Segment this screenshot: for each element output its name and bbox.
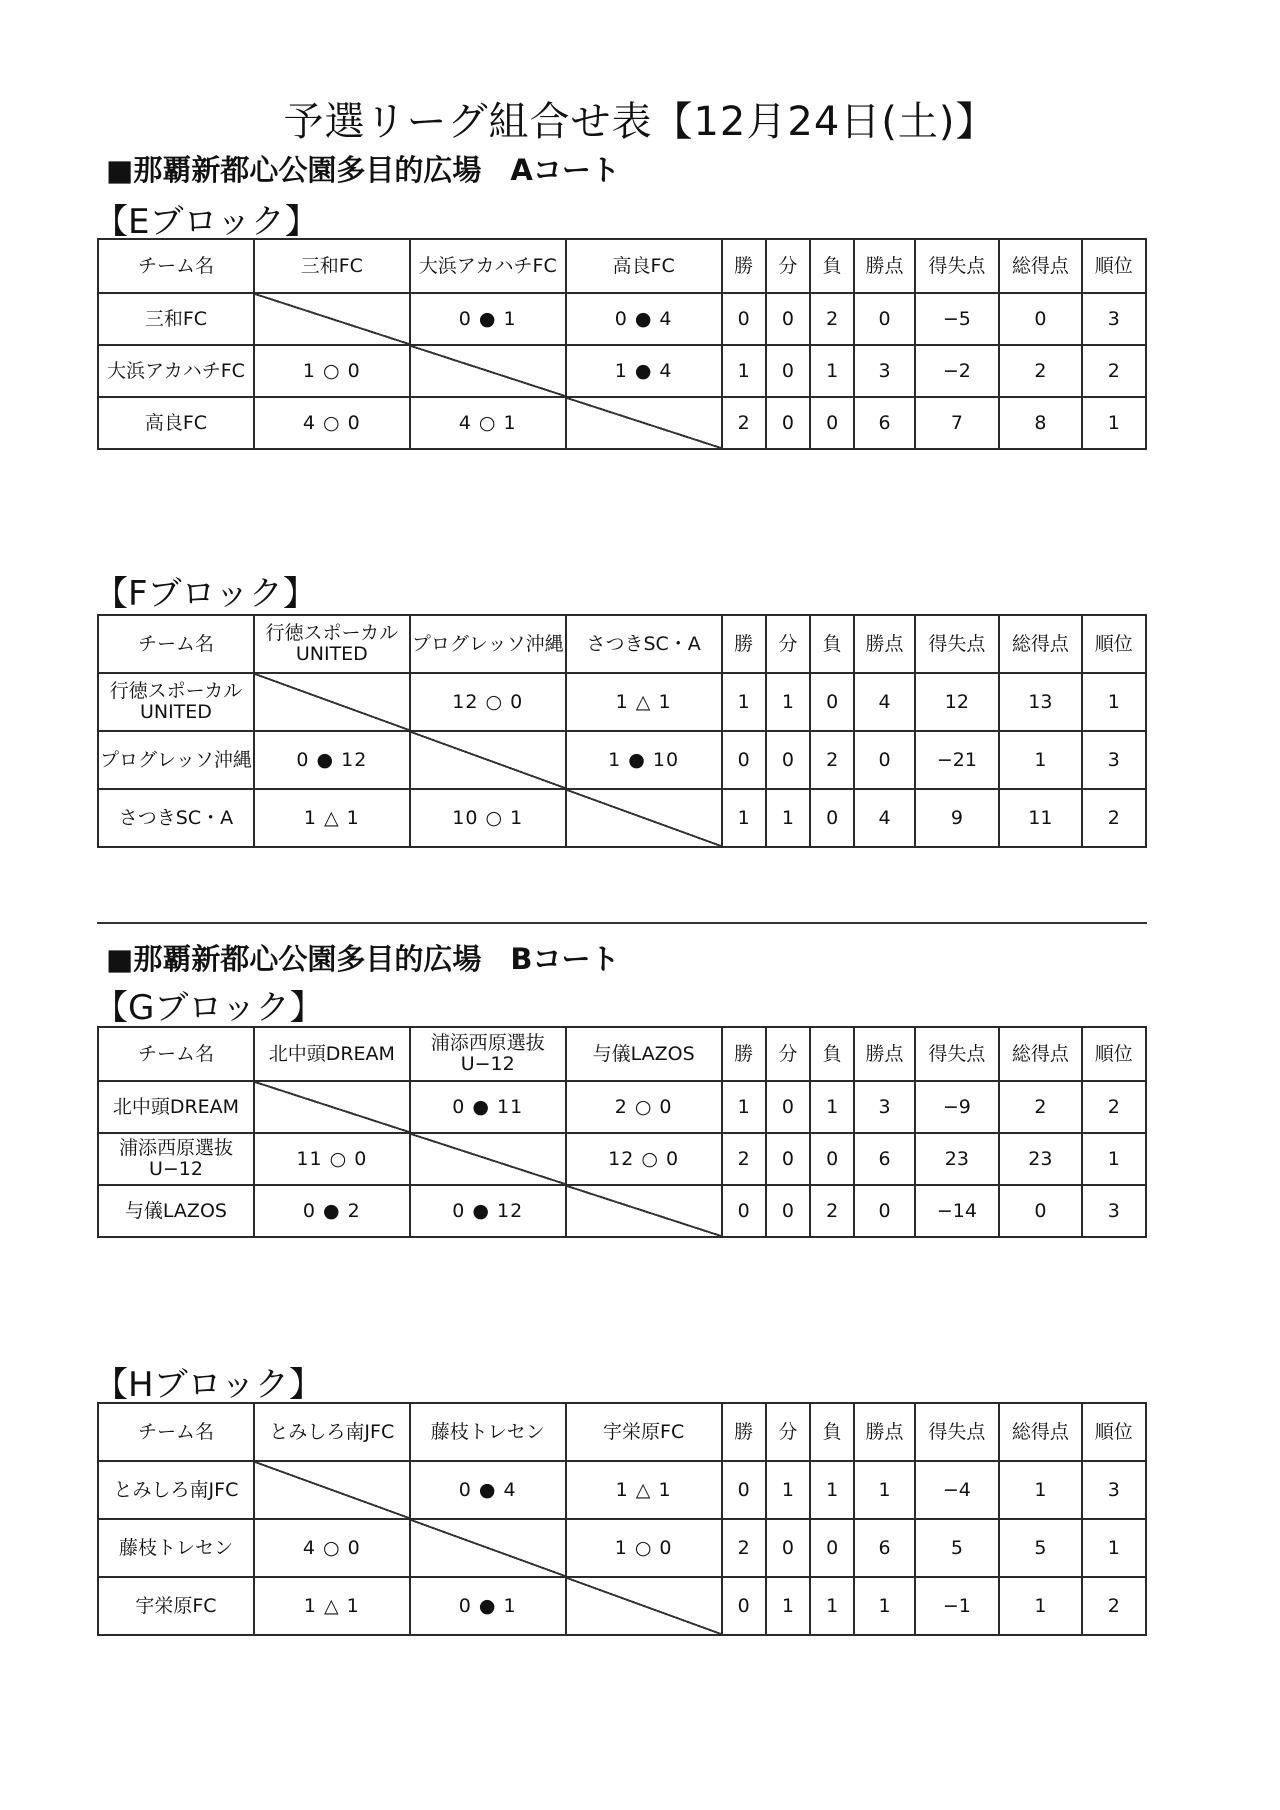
stat-cell: 0 — [766, 345, 810, 397]
header-stat: 総得点 — [999, 615, 1081, 673]
header-stat: 順位 — [1082, 239, 1146, 293]
match-result-cell: 0 ● 4 — [566, 293, 722, 345]
stat-cell: 0 — [810, 1133, 854, 1185]
team-name-cell: 大浜アカハチFC — [98, 345, 254, 397]
team-name-cell: 三和FC — [98, 293, 254, 345]
self-match-cell — [254, 673, 410, 731]
header-opponent: とみしろ南JFC — [254, 1403, 410, 1461]
stat-cell: 3 — [854, 345, 914, 397]
team-name-cell: 北中頭DREAM — [98, 1081, 254, 1133]
header-stat: 順位 — [1082, 1403, 1146, 1461]
stat-cell: 13 — [999, 673, 1081, 731]
team-name-cell: 与儀LAZOS — [98, 1185, 254, 1237]
team-name-cell: 高良FC — [98, 397, 254, 449]
stat-cell: 2 — [722, 1133, 766, 1185]
header-stat: 負 — [810, 615, 854, 673]
stat-cell: 8 — [999, 397, 1081, 449]
match-result-cell: 0 ● 4 — [410, 1461, 566, 1519]
header-opponent: プログレッソ沖縄 — [410, 615, 566, 673]
header-row — [98, 239, 1146, 293]
table-row — [98, 1185, 1146, 1237]
stat-cell: 0 — [810, 1519, 854, 1577]
stat-cell: 2 — [1082, 1081, 1146, 1133]
match-result-cell: 12 ○ 0 — [566, 1133, 722, 1185]
table-row — [98, 731, 1146, 789]
block-e-table — [97, 238, 1147, 450]
stat-cell: 0 — [766, 1081, 810, 1133]
header-stat: 勝 — [722, 615, 766, 673]
section-divider — [97, 922, 1147, 924]
header-team-name: チーム名 — [98, 239, 254, 293]
match-result-cell: 0 ● 12 — [254, 731, 410, 789]
stat-cell: 1 — [854, 1577, 914, 1635]
stat-cell: 1 — [810, 1081, 854, 1133]
header-opponent: 浦添西原選抜 U−12 — [410, 1027, 566, 1081]
stat-cell: 0 — [999, 1185, 1081, 1237]
header-row — [98, 1027, 1146, 1081]
block-g-table — [97, 1026, 1147, 1238]
table-row — [98, 1133, 1146, 1185]
stat-cell: 6 — [854, 1133, 914, 1185]
stat-cell: 1 — [766, 1461, 810, 1519]
stat-cell: −2 — [915, 345, 999, 397]
page-title: 予選リーグ組合せ表【12月24日(土)】 — [283, 99, 997, 145]
stat-cell: 0 — [854, 293, 914, 345]
header-stat: 得失点 — [915, 1403, 999, 1461]
header-stat: 分 — [766, 239, 810, 293]
stat-cell: −9 — [915, 1081, 999, 1133]
match-result-cell: 0 ● 12 — [410, 1185, 566, 1237]
team-name-cell: とみしろ南JFC — [98, 1461, 254, 1519]
stat-cell: 0 — [854, 1185, 914, 1237]
self-match-cell — [566, 1185, 722, 1237]
table-row — [98, 293, 1146, 345]
stat-cell: 1 — [1082, 1133, 1146, 1185]
stat-cell: 0 — [722, 1185, 766, 1237]
stat-cell: 1 — [1082, 397, 1146, 449]
header-stat: 分 — [766, 1027, 810, 1081]
team-name-cell: 藤枝トレセン — [98, 1519, 254, 1577]
match-result-cell: 1 △ 1 — [254, 1577, 410, 1635]
stat-cell: 23 — [915, 1133, 999, 1185]
header-row — [98, 615, 1146, 673]
header-team-name: チーム名 — [98, 615, 254, 673]
header-stat: 得失点 — [915, 615, 999, 673]
team-name-cell: 宇栄原FC — [98, 1577, 254, 1635]
stat-cell: 2 — [810, 731, 854, 789]
self-match-cell — [410, 1519, 566, 1577]
team-name-cell: さつきSC・A — [98, 789, 254, 847]
stat-cell: 0 — [810, 789, 854, 847]
table-row — [98, 673, 1146, 731]
stat-cell: 0 — [854, 731, 914, 789]
team-name-cell: 行徳スポーカル UNITED — [98, 673, 254, 731]
match-result-cell: 0 ● 11 — [410, 1081, 566, 1133]
self-match-cell — [410, 731, 566, 789]
stat-cell: 1 — [722, 345, 766, 397]
self-match-cell — [410, 1133, 566, 1185]
stat-cell: 1 — [854, 1461, 914, 1519]
header-opponent: 大浜アカハチFC — [410, 239, 566, 293]
stat-cell: 9 — [915, 789, 999, 847]
match-result-cell: 0 ● 2 — [254, 1185, 410, 1237]
header-stat: 勝 — [722, 1403, 766, 1461]
match-result-cell: 4 ○ 1 — [410, 397, 566, 449]
stat-cell: −1 — [915, 1577, 999, 1635]
match-result-cell: 0 ● 1 — [410, 1577, 566, 1635]
header-stat: 総得点 — [999, 1027, 1081, 1081]
header-row — [98, 1403, 1146, 1461]
header-opponent: 与儀LAZOS — [566, 1027, 722, 1081]
stat-cell: 2 — [722, 397, 766, 449]
header-stat: 総得点 — [999, 239, 1081, 293]
stat-cell: 0 — [722, 731, 766, 789]
stat-cell: 1 — [722, 789, 766, 847]
stat-cell: 2 — [722, 1519, 766, 1577]
block-e-label: 【Eブロック】 — [94, 202, 319, 242]
stat-cell: 1 — [810, 1461, 854, 1519]
stat-cell: 1 — [1082, 673, 1146, 731]
header-stat: 分 — [766, 615, 810, 673]
table-row — [98, 789, 1146, 847]
stat-cell: 4 — [854, 673, 914, 731]
self-match-cell — [254, 1461, 410, 1519]
header-stat: 順位 — [1082, 1027, 1146, 1081]
block-h-label: 【Hブロック】 — [94, 1365, 323, 1405]
match-result-cell: 1 ○ 0 — [566, 1519, 722, 1577]
stat-cell: 2 — [810, 1185, 854, 1237]
header-stat: 負 — [810, 1027, 854, 1081]
stat-cell: 0 — [766, 293, 810, 345]
header-stat: 勝点 — [854, 239, 914, 293]
stat-cell: 6 — [854, 1519, 914, 1577]
stat-cell: −14 — [915, 1185, 999, 1237]
header-stat: 負 — [810, 1403, 854, 1461]
stat-cell: 0 — [810, 397, 854, 449]
self-match-cell — [566, 789, 722, 847]
match-result-cell: 10 ○ 1 — [410, 789, 566, 847]
stat-cell: 0 — [766, 1133, 810, 1185]
stat-cell: 3 — [1082, 731, 1146, 789]
stat-cell: −21 — [915, 731, 999, 789]
stat-cell: 5 — [999, 1519, 1081, 1577]
self-match-cell — [566, 1577, 722, 1635]
header-opponent: 行徳スポーカル UNITED — [254, 615, 410, 673]
header-opponent: 宇栄原FC — [566, 1403, 722, 1461]
match-result-cell: 2 ○ 0 — [566, 1081, 722, 1133]
table-row — [98, 1461, 1146, 1519]
header-stat: 総得点 — [999, 1403, 1081, 1461]
stat-cell: 3 — [1082, 1185, 1146, 1237]
stat-cell: 2 — [999, 345, 1081, 397]
header-team-name: チーム名 — [98, 1403, 254, 1461]
stat-cell: −4 — [915, 1461, 999, 1519]
stat-cell: 0 — [766, 1185, 810, 1237]
block-g-label: 【Gブロック】 — [94, 988, 324, 1028]
header-stat: 分 — [766, 1403, 810, 1461]
self-match-cell — [410, 345, 566, 397]
stat-cell: 1 — [766, 789, 810, 847]
table-row — [98, 1081, 1146, 1133]
header-stat: 勝 — [722, 239, 766, 293]
stat-cell: 1 — [999, 731, 1081, 789]
stat-cell: 1 — [766, 1577, 810, 1635]
stat-cell: 7 — [915, 397, 999, 449]
stat-cell: 5 — [915, 1519, 999, 1577]
stat-cell: 3 — [1082, 1461, 1146, 1519]
stat-cell: 3 — [854, 1081, 914, 1133]
stat-cell: 0 — [766, 731, 810, 789]
team-name-cell: 浦添西原選抜 U−12 — [98, 1133, 254, 1185]
stat-cell: 1 — [810, 1577, 854, 1635]
stat-cell: 3 — [1082, 293, 1146, 345]
match-result-cell: 1 △ 1 — [566, 1461, 722, 1519]
stat-cell: 2 — [810, 293, 854, 345]
header-stat: 勝点 — [854, 1403, 914, 1461]
stat-cell: 0 — [722, 1461, 766, 1519]
match-result-cell: 11 ○ 0 — [254, 1133, 410, 1185]
stat-cell: 4 — [854, 789, 914, 847]
self-match-cell — [254, 293, 410, 345]
stat-cell: 2 — [1082, 345, 1146, 397]
match-result-cell: 1 ● 4 — [566, 345, 722, 397]
header-team-name: チーム名 — [98, 1027, 254, 1081]
match-result-cell: 1 ○ 0 — [254, 345, 410, 397]
header-stat: 勝 — [722, 1027, 766, 1081]
header-opponent: 三和FC — [254, 239, 410, 293]
stat-cell: 11 — [999, 789, 1081, 847]
match-result-cell: 1 △ 1 — [566, 673, 722, 731]
stat-cell: 1 — [722, 1081, 766, 1133]
stat-cell: 1 — [999, 1461, 1081, 1519]
header-stat: 得失点 — [915, 1027, 999, 1081]
header-opponent: 高良FC — [566, 239, 722, 293]
header-stat: 負 — [810, 239, 854, 293]
stat-cell: 0 — [766, 1519, 810, 1577]
self-match-cell — [254, 1081, 410, 1133]
court-a-heading: ■那覇新都心公園多目的広場 Aコート — [106, 153, 620, 187]
stat-cell: 2 — [1082, 1577, 1146, 1635]
header-opponent: 北中頭DREAM — [254, 1027, 410, 1081]
stat-cell: 0 — [722, 293, 766, 345]
header-stat: 順位 — [1082, 615, 1146, 673]
header-stat: 勝点 — [854, 615, 914, 673]
stat-cell: 1 — [722, 673, 766, 731]
table-row — [98, 397, 1146, 449]
table-row — [98, 1577, 1146, 1635]
header-opponent: 藤枝トレセン — [410, 1403, 566, 1461]
team-name-cell: プログレッソ沖縄 — [98, 731, 254, 789]
court-b-heading: ■那覇新都心公園多目的広場 Bコート — [106, 942, 620, 976]
stat-cell: 0 — [999, 293, 1081, 345]
stat-cell: 2 — [1082, 789, 1146, 847]
match-result-cell: 4 ○ 0 — [254, 397, 410, 449]
stat-cell: 12 — [915, 673, 999, 731]
stat-cell: 6 — [854, 397, 914, 449]
match-result-cell: 12 ○ 0 — [410, 673, 566, 731]
stat-cell: 23 — [999, 1133, 1081, 1185]
stat-cell: 0 — [722, 1577, 766, 1635]
stat-cell: 2 — [999, 1081, 1081, 1133]
block-h-table — [97, 1402, 1147, 1636]
stat-cell: 1 — [766, 673, 810, 731]
stat-cell: 0 — [766, 397, 810, 449]
self-match-cell — [566, 397, 722, 449]
block-f-label: 【Fブロック】 — [94, 574, 317, 614]
match-result-cell: 1 △ 1 — [254, 789, 410, 847]
table-row — [98, 1519, 1146, 1577]
stat-cell: 1 — [810, 345, 854, 397]
match-result-cell: 1 ● 10 — [566, 731, 722, 789]
stat-cell: −5 — [915, 293, 999, 345]
header-stat: 勝点 — [854, 1027, 914, 1081]
stat-cell: 0 — [810, 673, 854, 731]
header-stat: 得失点 — [915, 239, 999, 293]
header-opponent: さつきSC・A — [566, 615, 722, 673]
stat-cell: 1 — [999, 1577, 1081, 1635]
match-result-cell: 4 ○ 0 — [254, 1519, 410, 1577]
table-row — [98, 345, 1146, 397]
match-result-cell: 0 ● 1 — [410, 293, 566, 345]
block-f-table — [97, 614, 1147, 848]
stat-cell: 1 — [1082, 1519, 1146, 1577]
